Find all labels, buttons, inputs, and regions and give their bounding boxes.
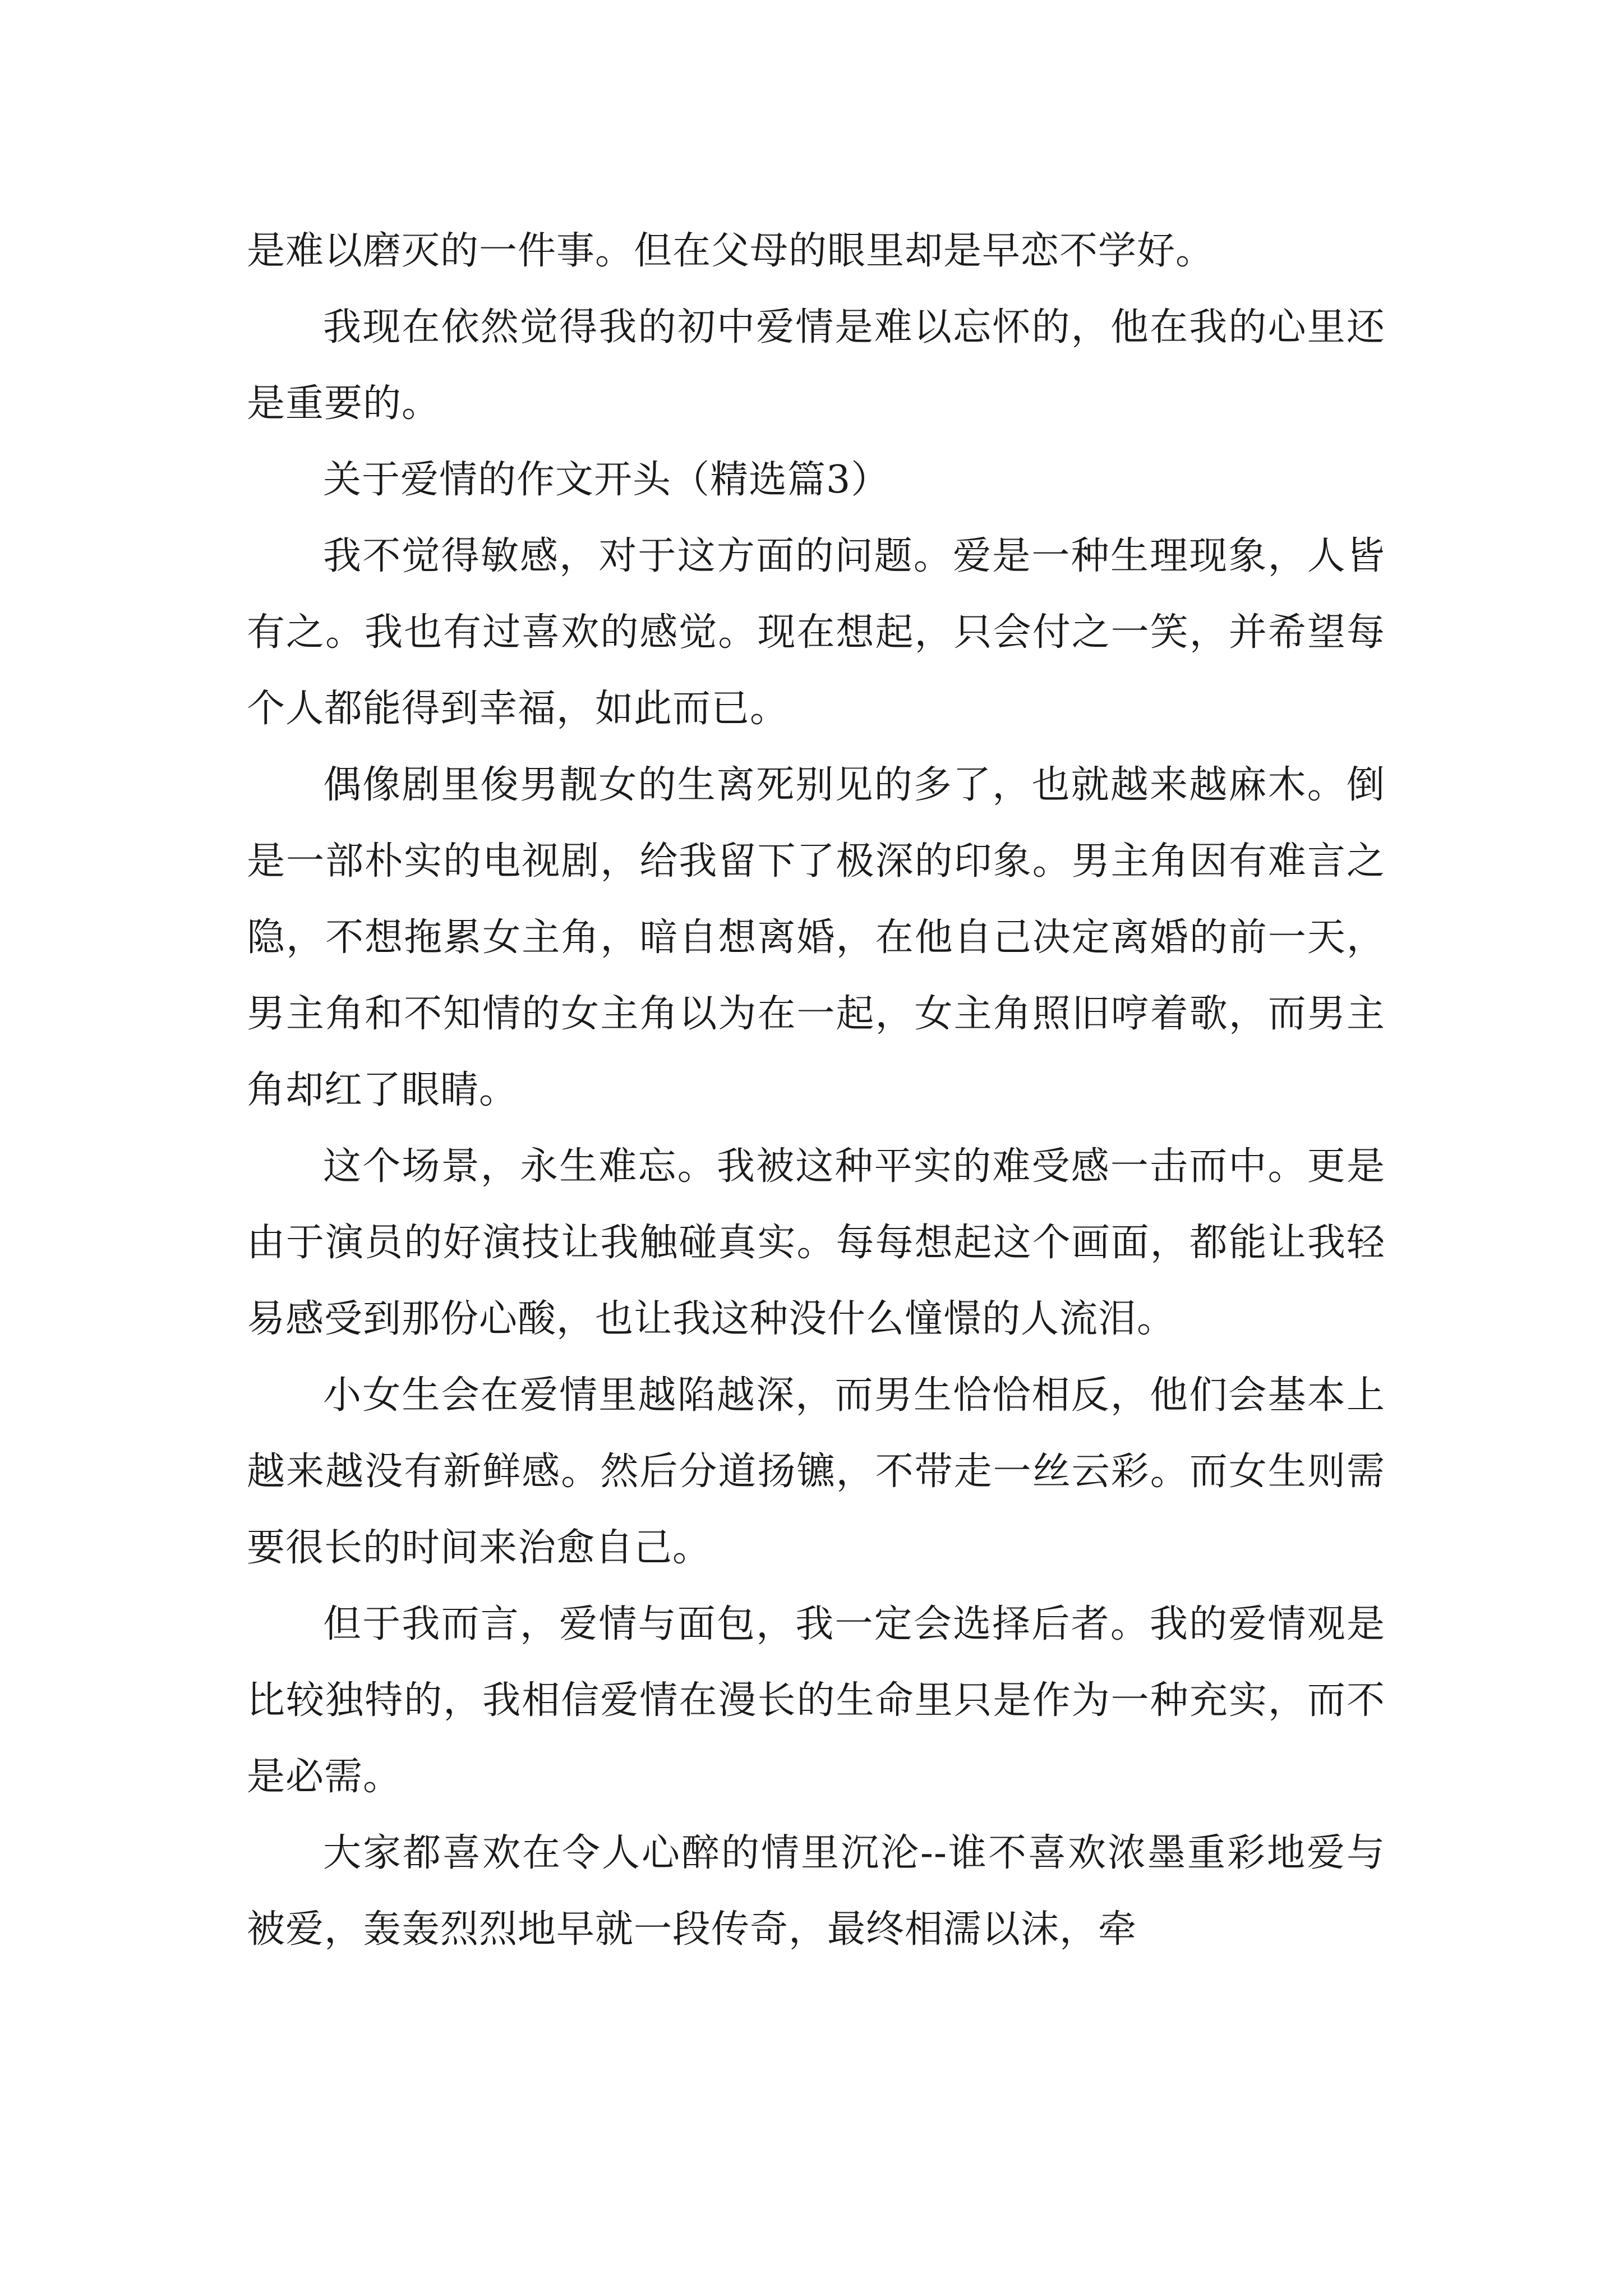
paragraph: 我现在依然觉得我的初中爱情是难以忘怀的，他在我的心里还是重要的。	[247, 305, 1385, 426]
paragraph-continued: 是难以磨灭的一件事。但在父母的眼里却是早恋不学好。	[247, 229, 1215, 273]
paragraph: 偶像剧里俊男靓女的生离死别见的多了，也就越来越麻木。倒是一部朴实的电视剧，给我留下了极深的印象。男主角因有难言之隐，不想拖累女主角，暗自想离婚，在他自己决定离婚的前一天，男主角和不知情的女主角以为在一起，女主角照旧哼着歌，而男主角却红了眼睛。	[247, 763, 1385, 1112]
paragraph: 我不觉得敏感，对于这方面的问题。爱是一种生理现象，人皆有之。我也有过喜欢的感觉。现在想起，只会付之一笑，并希望每个人都能得到幸福，如此而已。	[247, 534, 1385, 731]
paragraph-truncated: 大家都喜欢在令人心醉的情里沉沦--谁不喜欢浓墨重彩地爱与被爱，轰轰烈烈地早就一段传奇，最终相濡以沫，牵	[247, 1831, 1385, 1952]
document-body	[247, 213, 1385, 1968]
paragraph: 但于我而言，爱情与面包，我一定会选择后者。我的爱情观是比较独特的，我相信爱情在漫长的生命里只是作为一种充实，而不是必需。	[247, 1602, 1385, 1799]
section-heading: 关于爱情的作文开头（精选篇3）	[323, 458, 890, 502]
paragraph: 小女生会在爱情里越陷越深，而男生恰恰相反，他们会基本上越来越没有新鲜感。然后分道扬镳，不带走一丝云彩。而女生则需要很长的时间来治愈自己。	[247, 1373, 1385, 1570]
paragraph: 这个场景，永生难忘。我被这种平实的难受感一击而中。更是由于演员的好演技让我触碰真实。每每想起这个画面，都能让我轻易感受到那份心酸，也让我这种没什么憧憬的人流泪。	[247, 1144, 1385, 1341]
